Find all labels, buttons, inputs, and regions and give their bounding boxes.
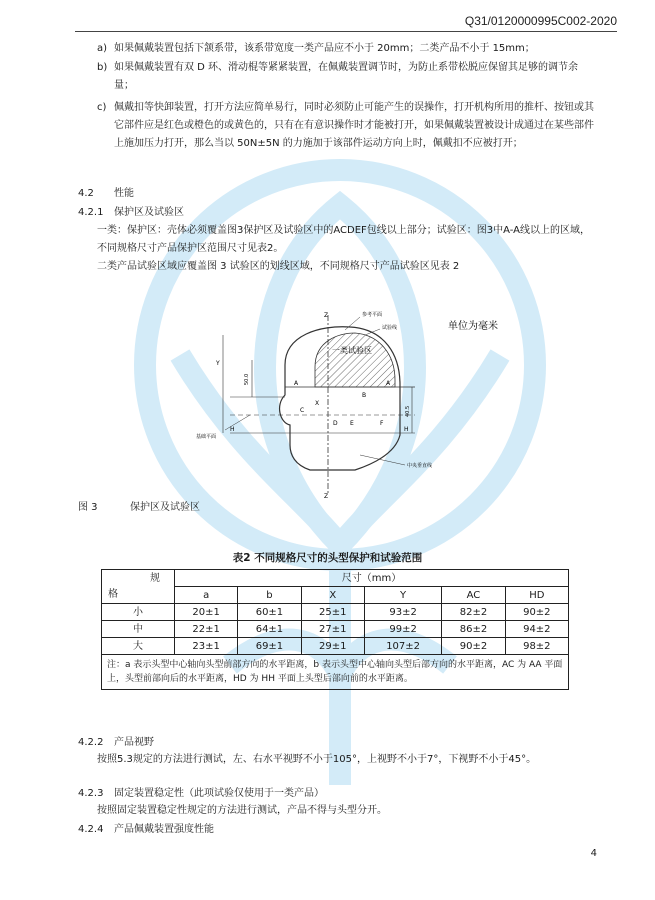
table-cell: 86±2	[442, 621, 505, 638]
section-4-2-1-paragraph-1: 一类：保护区：壳体必须覆盖图3保护区及试验区中的ACDEF包线以上部分；试验区：图3中A-A线以上的区域，不同规格尺寸产品保护区范围尺寸见表2。	[97, 225, 590, 254]
section-title: 产品视野	[114, 737, 154, 748]
table-row	[102, 638, 569, 655]
table-cell: 107±2	[364, 638, 441, 655]
section-title: 固定装置稳定性（此项试验仅使用于一类产品）	[114, 788, 324, 799]
label-x: X	[315, 400, 320, 407]
section-number: 4.2	[78, 188, 94, 199]
section-number: 4.2.3	[78, 788, 104, 799]
section-4-2-4-heading	[78, 822, 214, 838]
table-cell: 69±1	[238, 638, 301, 655]
table-2	[101, 569, 569, 690]
label-a-right: A	[386, 380, 391, 387]
table-corner-top: 规	[102, 570, 175, 587]
label-z-bottom: Z	[324, 493, 329, 500]
table-cell: 22±1	[175, 621, 238, 638]
section-number: 4.2.4	[78, 824, 104, 835]
table-row	[102, 604, 569, 621]
table-cell: 25±1	[301, 604, 364, 621]
list-item-label: b)	[97, 62, 108, 73]
table-cell: 99±2	[364, 621, 441, 638]
section-title: 产品佩戴装置强度性能	[114, 824, 214, 835]
label-center-line: 中央垂直线	[407, 463, 433, 469]
table-2-caption: 表2 不同规格尺寸的头型保护和试验范围	[232, 552, 423, 564]
document-code: Q31/0120000995C002-2020	[464, 14, 617, 28]
table-cell: 82±2	[442, 604, 505, 621]
list-item-c	[97, 99, 597, 153]
table-note-row	[102, 655, 569, 690]
section-4-2-heading	[78, 186, 134, 202]
table-corner-bottom: 格	[102, 587, 175, 604]
table-cell: 98±2	[505, 638, 568, 655]
section-number: 4.2.2	[78, 737, 104, 748]
table-header-row	[102, 570, 569, 587]
list-item-b	[97, 59, 597, 95]
column-header: b	[238, 587, 301, 604]
label-base-plane: 基础平面	[196, 434, 217, 440]
label-dim-40: 40.5	[405, 405, 411, 417]
section-title: 保护区及试验区	[114, 207, 184, 218]
label-z-top: Z	[324, 312, 329, 319]
figure-3-caption	[78, 500, 200, 515]
list-item-label: a)	[97, 43, 108, 54]
list-item-a	[97, 40, 597, 58]
row-size: 大	[102, 638, 175, 655]
section-4-2-2-heading	[78, 735, 154, 751]
test-zone-hatch	[315, 333, 395, 387]
table-cell: 20±1	[175, 604, 238, 621]
table-cell: 90±2	[442, 638, 505, 655]
column-header: Y	[364, 587, 441, 604]
table-cell: 27±1	[301, 621, 364, 638]
figure-3-headform-diagram	[190, 305, 520, 500]
list-item-text: 如果佩戴装置包括下颔系带，该系带宽度一类产品应不小于 20mm；二类产品不小于 15mm；	[114, 43, 535, 54]
section-4-2-3-paragraph: 按照固定装置稳定性规定的方法进行测试，产品不得与头型分开。	[97, 805, 387, 816]
section-title: 性能	[114, 188, 134, 199]
header-rule	[75, 31, 617, 32]
label-b: B	[362, 392, 367, 399]
table-cell: 64±1	[238, 621, 301, 638]
label-h-left: H	[230, 426, 235, 433]
table-note: 注：a 表示头型中心轴向头型前部方向的水平距离，b 表示头型中心轴向头型后部方向的水平距离，AC 为 AA 平面上，头型前部向后的水平距离，HD 为 HH 平面上头型后部向前的水平距离。	[102, 655, 569, 690]
section-number: 4.2.1	[78, 207, 104, 218]
list-item-label: c)	[97, 102, 107, 113]
table-cell: 90±2	[505, 604, 568, 621]
label-ref-plane: 参考平面	[362, 312, 383, 318]
section-4-2-2-paragraph: 按照5.3规定的方法进行测试，左、右水平视野不小于105°，上视野不小于7°，下视野不小于45°。	[97, 754, 537, 765]
section-4-2-1-heading	[78, 205, 184, 221]
page-number: 4	[590, 848, 597, 859]
table-cell: 60±1	[238, 604, 301, 621]
table-cell: 94±2	[505, 621, 568, 638]
label-dim-50: 50.0	[244, 373, 250, 385]
figure-number: 图 3	[78, 502, 98, 513]
label-f: F	[380, 420, 384, 427]
row-size: 中	[102, 621, 175, 638]
column-header: a	[175, 587, 238, 604]
column-header: HD	[505, 587, 568, 604]
label-h-right: H	[404, 426, 409, 433]
table-cell: 23±1	[175, 638, 238, 655]
figure-unit-note: 单位为毫米	[448, 321, 498, 332]
table-row	[102, 621, 569, 638]
label-zone: 一类试验区	[332, 346, 372, 355]
list-item-text: 佩戴扣等快卸装置，打开方法应简单易行，同时必须防止可能产生的误操作，打开机构所用的推杆、按钮或其它部件应是红色或橙色的或黄色的，只有在有意识操作时才能被打开，如果佩戴装置被设计成通过在某些部件上施加压力打开，那么当以 50N±5N 的力施加于该部件运动方向上时，佩戴扣不应被打开；	[114, 102, 594, 149]
table-cell: 29±1	[301, 638, 364, 655]
label-c: C	[300, 407, 305, 414]
section-4-2-1-paragraph-2: 二类产品试验区域应覆盖图 3 试验区的划线区域，不同规格尺寸产品试验区见表 2	[97, 261, 460, 272]
list-item-text: 如果佩戴装置有双 D 环、滑动棍等紧紧装置，在佩戴装置调节时，为防止系带松脱应保留其足够的调节余量；	[114, 62, 579, 91]
label-e: E	[350, 420, 354, 427]
table-column-row	[102, 587, 569, 604]
column-header: AC	[442, 587, 505, 604]
row-size: 小	[102, 604, 175, 621]
label-y: Y	[216, 360, 220, 367]
section-4-2-3-heading	[78, 786, 324, 802]
table-group-header: 尺寸（mm）	[175, 570, 569, 587]
table-cell: 93±2	[364, 604, 441, 621]
label-a-left: A	[294, 380, 299, 387]
column-header: X	[301, 587, 364, 604]
figure-title: 保护区及试验区	[130, 502, 200, 513]
label-test-line: 试验线	[382, 325, 398, 331]
base-plane-leader	[225, 415, 250, 430]
label-d: D	[333, 420, 338, 427]
